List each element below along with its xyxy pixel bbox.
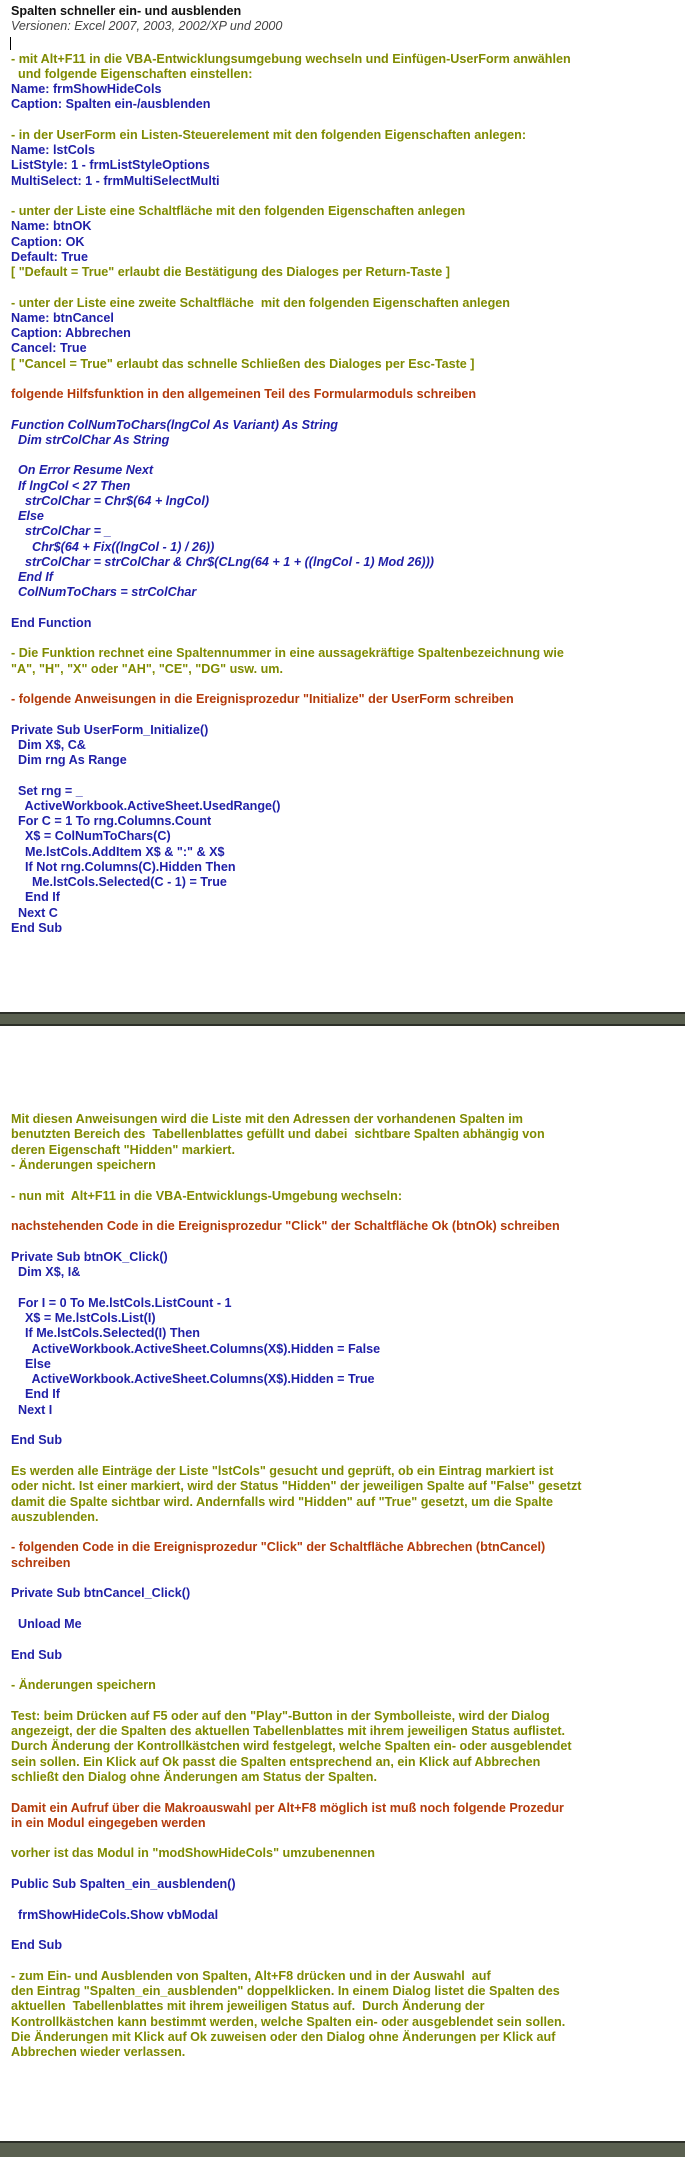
text-line: damit die Spalte sichtbar wird. Andernfalls wird "Hidden" auf "True" gesetzt, um die Spalte: [11, 1494, 553, 1509]
text-line: ListStyle: 1 - frmListStyleOptions: [11, 158, 210, 173]
text-line: End Sub: [11, 1938, 63, 1953]
text-line: schließt den Dialog ohne Änderungen am Status der Spalten.: [11, 1769, 377, 1784]
text-line: Name: frmShowHideCols: [11, 82, 162, 96]
text-line: - unter der Liste eine Schaltfläche mit den folgenden Eigenschaften anlegen: [11, 204, 466, 218]
text-line: - zum Ein- und Ausblenden von Spalten, Alt+F8 drücken und in der Auswahl auf: [11, 1968, 491, 1983]
text-line: Name: btnCancel: [11, 310, 114, 325]
text-line: End Sub: [11, 1433, 63, 1448]
text-line: angezeigt, der die Spalten des aktuellen Tabellenblattes mit ihrem jeweiligen Status auflistet.: [11, 1724, 566, 1738]
text-line: benutzten Bereich des Tabellenblattes gefüllt und dabei sichtbare Spalten abhängig von: [11, 1127, 545, 1142]
text-line: If Not rng.Columns(C).Hidden Then: [11, 859, 236, 874]
text-line: aktuellen Tabellenblattes mit ihrem jeweiligen Status auf. Durch Änderung der: [11, 1999, 485, 2014]
page-separator: [0, 1012, 685, 1026]
text-line: Else: [11, 509, 44, 523]
page-1: [0, 0, 685, 1010]
text-line: [ "Cancel = True" erlaubt das schnelle Schließen des Dialoges per Esc-Taste ]: [11, 356, 475, 371]
page-separator-bottom: [0, 2141, 685, 2157]
text-line: Abbrechen wieder verlassen.: [11, 2045, 186, 2060]
text-line: Es werden alle Einträge der Liste "lstCols" gesucht und geprüft, ob ein Eintrag markiert ist: [11, 1463, 554, 1478]
text-line: Public Sub Spalten_ein_ausblenden(): [11, 1877, 236, 1891]
text-line: strColChar = _: [11, 524, 112, 539]
text-line: ActiveWorkbook.ActiveSheet.Columns(X$).Hidden = True: [11, 1372, 375, 1387]
text-line: Default: True: [11, 249, 88, 264]
text-line: End If: [11, 1387, 60, 1402]
text-line: End If: [11, 890, 60, 905]
text-line: Dim X$, I&: [11, 1265, 81, 1279]
document-versions: Versionen: Excel 2007, 2003, 2002/XP und 2000: [11, 19, 283, 33]
text-line: Test: beim Drücken auf F5 oder auf den "Play"-Button in der Symbolleiste, wird der Dialog: [11, 1708, 550, 1723]
text-line: Next C: [11, 905, 58, 920]
text-line: vorher ist das Modul in "modShowHideCols" umzubenennen: [11, 1846, 375, 1861]
document-title: Spalten schneller ein- und ausblenden: [11, 4, 242, 18]
text-line: Caption: Spalten ein-/ausblenden: [11, 97, 211, 112]
text-line: ActiveWorkbook.ActiveSheet.Columns(X$).Hidden = False: [11, 1341, 381, 1356]
text-line: sein sollen. Ein Klick auf Ok passt die Spalten entsprechend an, ein Klick auf Abbrechen: [11, 1754, 541, 1769]
text-line: Private Sub btnOK_Click(): [11, 1249, 168, 1264]
text-line: - mit Alt+F11 in die VBA-Entwicklungsumgebung wechseln und Einfügen-UserForm anwählen: [11, 51, 571, 66]
text-line: schreiben: [11, 1555, 71, 1570]
text-line: - Die Funktion rechnet eine Spaltennummer in eine aussagekräftige Spaltenbezeichnung wie: [11, 646, 564, 661]
text-cursor: [10, 37, 11, 50]
text-line: - Änderungen speichern: [11, 1678, 156, 1693]
text-line: "A", "H", "X" oder "AH", "CE", "DG" usw. um.: [11, 661, 284, 676]
text-line: Cancel: True: [11, 341, 87, 356]
text-line: Private Sub UserForm_Initialize(): [11, 722, 209, 737]
text-line: End Function: [11, 615, 92, 630]
text-line: [ "Default = True" erlaubt die Bestätigung des Dialoges per Return-Taste ]: [11, 265, 450, 279]
text-line: und folgende Eigenschaften einstellen:: [11, 66, 253, 81]
text-line: On Error Resume Next: [11, 463, 154, 478]
text-line: Chr$(64 + Fix((lngCol - 1) / 26)): [11, 539, 215, 554]
text-line: Next I: [11, 1402, 53, 1417]
text-line: If Me.lstCols.Selected(I) Then: [11, 1326, 200, 1341]
text-line: frmShowHideCols.Show vbModal: [11, 1907, 219, 1922]
text-line: nachstehenden Code in die Ereignisprozedur "Click" der Schaltfläche Ok (btnOk) schreiben: [11, 1219, 560, 1234]
text-line: X$ = Me.lstCols.List(I): [11, 1310, 156, 1325]
text-line: If lngCol < 27 Then: [11, 478, 131, 493]
text-line: ActiveWorkbook.ActiveSheet.UsedRange(): [11, 798, 281, 813]
text-line: - unter der Liste eine zweite Schaltfläche mit den folgenden Eigenschaften anlegen: [11, 295, 510, 310]
text-line: X$ = ColNumToChars(C): [11, 829, 171, 844]
text-line: in ein Modul eingegeben werden: [11, 1815, 206, 1830]
text-line: - Änderungen speichern: [11, 1157, 156, 1172]
text-line: ColNumToChars = strColChar: [11, 585, 197, 600]
page-2: [0, 1026, 685, 2141]
text-line: auszublenden.: [11, 1509, 99, 1524]
text-line: Caption: OK: [11, 234, 85, 249]
text-line: - folgenden Code in die Ereignisprozedur "Click" der Schaltfläche Abbrechen (btnCancel): [11, 1540, 546, 1555]
text-line: Private Sub btnCancel_Click(): [11, 1586, 191, 1601]
text-line: For C = 1 To rng.Columns.Count: [11, 814, 212, 828]
text-line: folgende Hilfsfunktion in den allgemeinen Teil des Formularmoduls schreiben: [11, 387, 477, 401]
text-line: Dim X$, C&: [11, 737, 86, 752]
text-line: Die Änderungen mit Klick auf Ok zuweisen oder den Dialog ohne Änderungen per Klick auf: [11, 2030, 556, 2044]
text-line: Me.lstCols.Selected(C - 1) = True: [11, 875, 227, 889]
text-line: Dim rng As Range: [11, 753, 127, 767]
text-line: Durch Änderung der Kontrollkästchen wird festgelegt, welche Spalten ein- oder ausgeblendet: [11, 1739, 572, 1754]
text-line: Kontrollkästchen kann bestimmt werden, welche Spalten ein- oder ausgeblendet sein sollen.: [11, 2014, 566, 2029]
text-line: End Sub: [11, 920, 63, 935]
text-line: For I = 0 To Me.lstCols.ListCount - 1: [11, 1295, 232, 1310]
text-line: Function ColNumToChars(lngCol As Variant) As String: [11, 417, 338, 432]
text-line: MultiSelect: 1 - frmMultiSelectMulti: [11, 173, 220, 188]
text-line: Mit diesen Anweisungen wird die Liste mit den Adressen der vorhandenen Spalten im: [11, 1112, 524, 1126]
text-line: End Sub: [11, 1647, 63, 1662]
text-line: Me.lstCols.AddItem X$ & ":" & X$: [11, 844, 225, 859]
text-line: Name: btnOK: [11, 219, 92, 234]
text-line: - nun mit Alt+F11 in die VBA-Entwicklungs-Umgebung wechseln:: [11, 1188, 403, 1203]
text-line: Unload Me: [11, 1616, 82, 1631]
text-line: End If: [11, 570, 53, 584]
text-line: strColChar = strColChar & Chr$(CLng(64 + 1 + ((lngCol - 1) Mod 26))): [11, 554, 434, 569]
text-line: deren Eigenschaft "Hidden" markiert.: [11, 1142, 235, 1157]
text-line: Damit ein Aufruf über die Makroauswahl per Alt+F8 möglich ist muß noch folgende Prozedur: [11, 1800, 564, 1815]
text-line: - folgende Anweisungen in die Ereignisprozedur "Initialize" der UserForm schreiben: [11, 692, 514, 706]
text-line: strColChar = Chr$(64 + lngCol): [11, 493, 210, 508]
text-line: den Eintrag "Spalten_ein_ausblenden" doppelklicken. In einem Dialog listet die Spalten des: [11, 1984, 560, 1999]
text-line: Caption: Abbrechen: [11, 326, 131, 340]
text-line: Name: lstCols: [11, 143, 95, 157]
text-line: Dim strColChar As String: [11, 432, 170, 447]
text-line: Set rng = _: [11, 783, 83, 798]
text-line: - in der UserForm ein Listen-Steuerelement mit den folgenden Eigenschaften anlegen:: [11, 127, 527, 142]
text-line: oder nicht. Ist einer markiert, wird der Status "Hidden" der jeweiligen Spalte auf "False" gesetzt: [11, 1479, 582, 1494]
text-line: Else: [11, 1356, 51, 1371]
